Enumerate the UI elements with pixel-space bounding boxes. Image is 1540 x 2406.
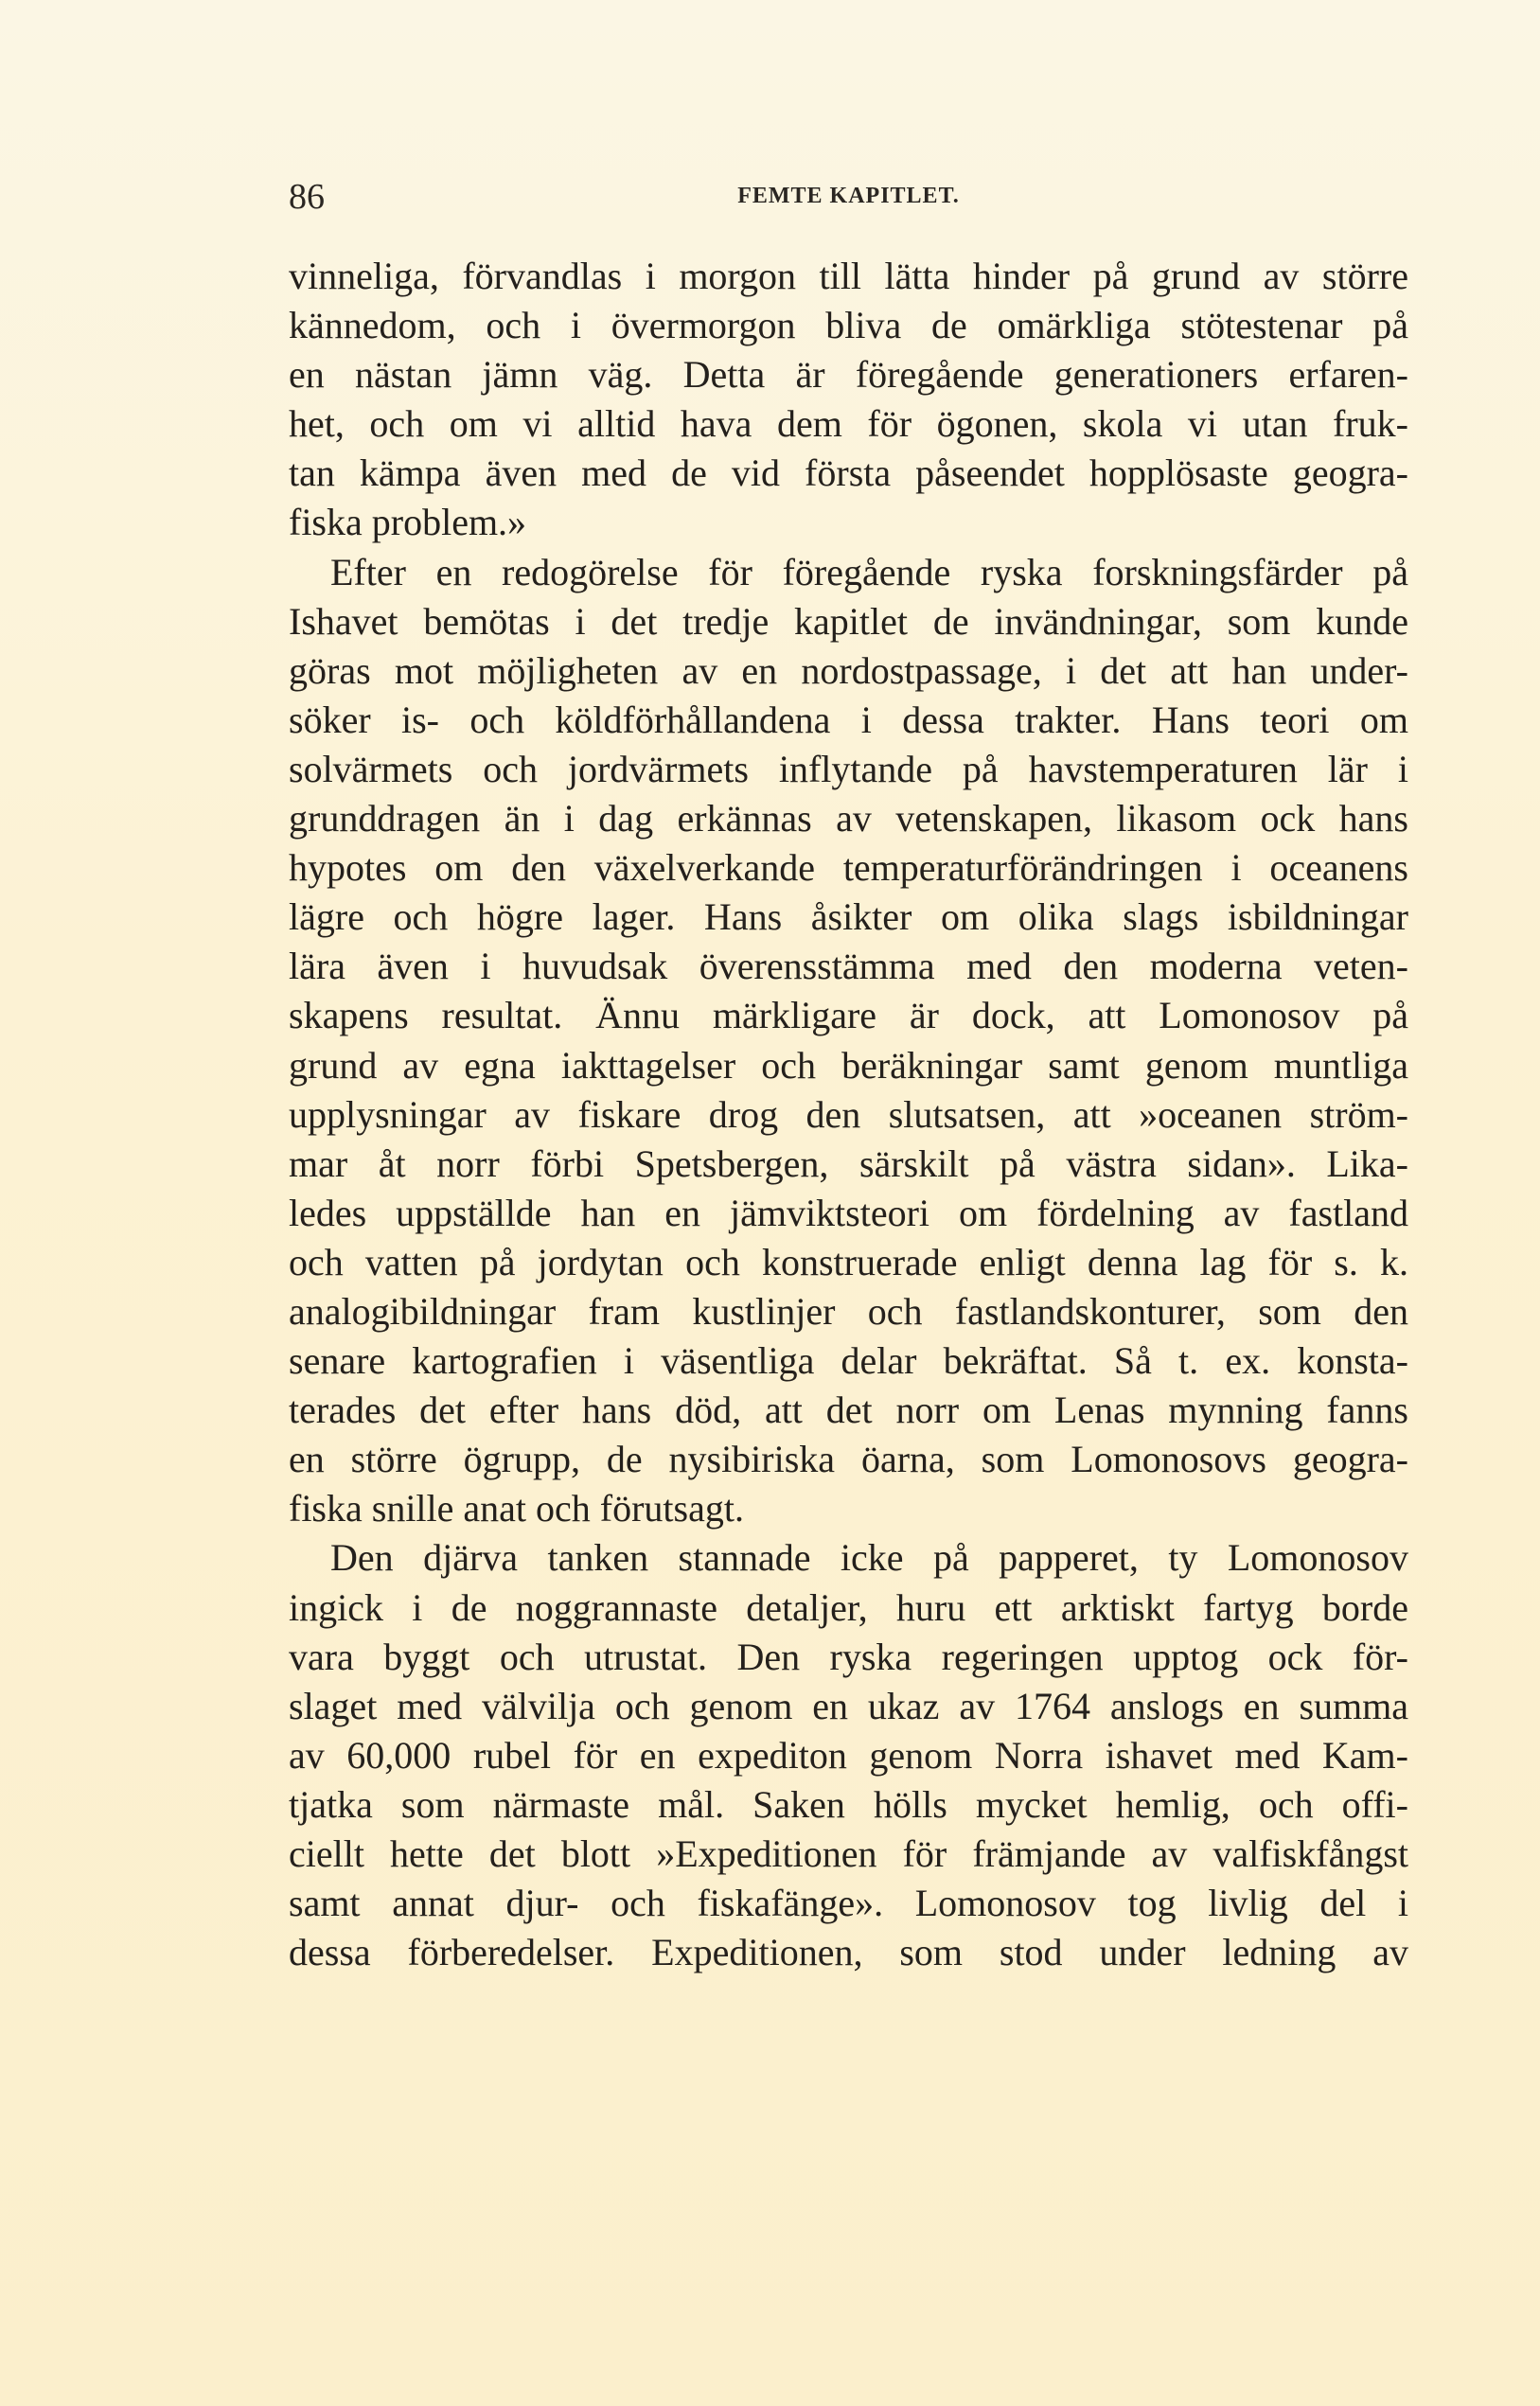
text-line: grunddragen än i dag erkännas av vetenskapen, likasom ock hans — [289, 797, 1408, 840]
text-line: Ishavet bemötas i det tredje kapitlet de invändningar, som kunde — [289, 599, 1408, 643]
page-number: 86 — [289, 177, 325, 217]
text-line: dessa förberedelser. Expeditionen, som stod under ledning av — [289, 1931, 1408, 1974]
text-line: mar åt norr förbi Spetsbergen, särskilt på västra sidan». Lika- — [289, 1141, 1408, 1185]
text-line: ledes uppställde han en jämviktsteori om fördelning av fastland — [289, 1191, 1408, 1234]
text-line: analogibildningar fram kustlinjer och fastlandskonturer, som den — [289, 1289, 1408, 1333]
body-text — [289, 252, 1408, 1977]
text-line: lägre och högre lager. Hans åsikter om olika slags isbildningar — [289, 895, 1408, 939]
text-line: vara byggt och utrustat. Den ryska regeringen upptog ock för- — [289, 1635, 1408, 1678]
text-line: Efter en redogörelse för föregående ryska forskningsfärder på — [330, 550, 1408, 593]
text-line: och vatten på jordytan och konstruerade enligt denna lag för s. k. — [289, 1240, 1408, 1283]
text-line: hypotes om den växelverkande temperaturförändringen i oceanens — [289, 846, 1408, 890]
running-head: FEMTE KAPITLET. — [737, 184, 960, 208]
text-line: terades det efter hans död, att det norr om Lenas mynning fanns — [289, 1389, 1408, 1432]
text-line: söker is- och köldförhållandena i dessa trakter. Hans teori om — [289, 698, 1408, 741]
text-line: fiska problem.» — [289, 501, 527, 544]
page-header — [289, 176, 1408, 223]
text-line: av 60,000 rubel för en expediton genom Norra ishavet med Kam- — [289, 1733, 1408, 1777]
text-line: kännedom, och i övermorgon bliva de omärkliga stötestenar på — [289, 304, 1408, 347]
text-line: het, och om vi alltid hava dem för ögonen, skola vi utan fruk- — [289, 402, 1408, 446]
text-line: fiska snille anat och förutsagt. — [289, 1487, 744, 1530]
text-line: tjatka som närmaste mål. Saken hölls mycket hemlig, och offi- — [289, 1782, 1408, 1826]
text-line: lära även i huvudsak överensstämma med den moderna veten- — [289, 945, 1408, 988]
text-line: slaget med välvilja och genom en ukaz av 1764 anslogs en summa — [289, 1684, 1408, 1727]
text-line: en nästan jämn väg. Detta är föregående generationers erfaren- — [289, 353, 1408, 397]
text-line: grund av egna iakttagelser och beräkningar samt genom muntliga — [289, 1043, 1408, 1087]
text-line: en större ögrupp, de nysibiriska öarna, som Lomonosovs geogra- — [289, 1438, 1408, 1481]
text-line: skapens resultat. Ännu märkligare är dock, att Lomonosov på — [289, 994, 1408, 1037]
text-line: samt annat djur- och fiskafänge». Lomonosov tog livlig del i — [289, 1882, 1408, 1925]
text-line: göras mot möjligheten av en nordostpassage, i det att han under- — [289, 648, 1408, 692]
text-line: senare kartografien i väsentliga delar bekräftat. Så t. ex. konsta- — [289, 1339, 1408, 1383]
text-line: ciellt hette det blott »Expeditionen för främjande av valfiskfångst — [289, 1832, 1408, 1875]
text-line: tan kämpa även med de vid första påseendet hopplösaste geogra- — [289, 451, 1408, 495]
text-line: Den djärva tanken stannade icke på papperet, ty Lomonosov — [330, 1536, 1408, 1580]
text-line: solvärmets och jordvärmets inflytande på havstemperaturen lär i — [289, 747, 1408, 790]
text-line: vinneliga, förvandlas i morgon till lätta hinder på grund av större — [289, 255, 1408, 297]
text-line: upplysningar av fiskare drog den slutsatsen, att »oceanen ström- — [289, 1092, 1408, 1136]
text-line: ingick i de noggrannaste detaljer, huru ett arktiskt fartyg borde — [289, 1585, 1408, 1629]
